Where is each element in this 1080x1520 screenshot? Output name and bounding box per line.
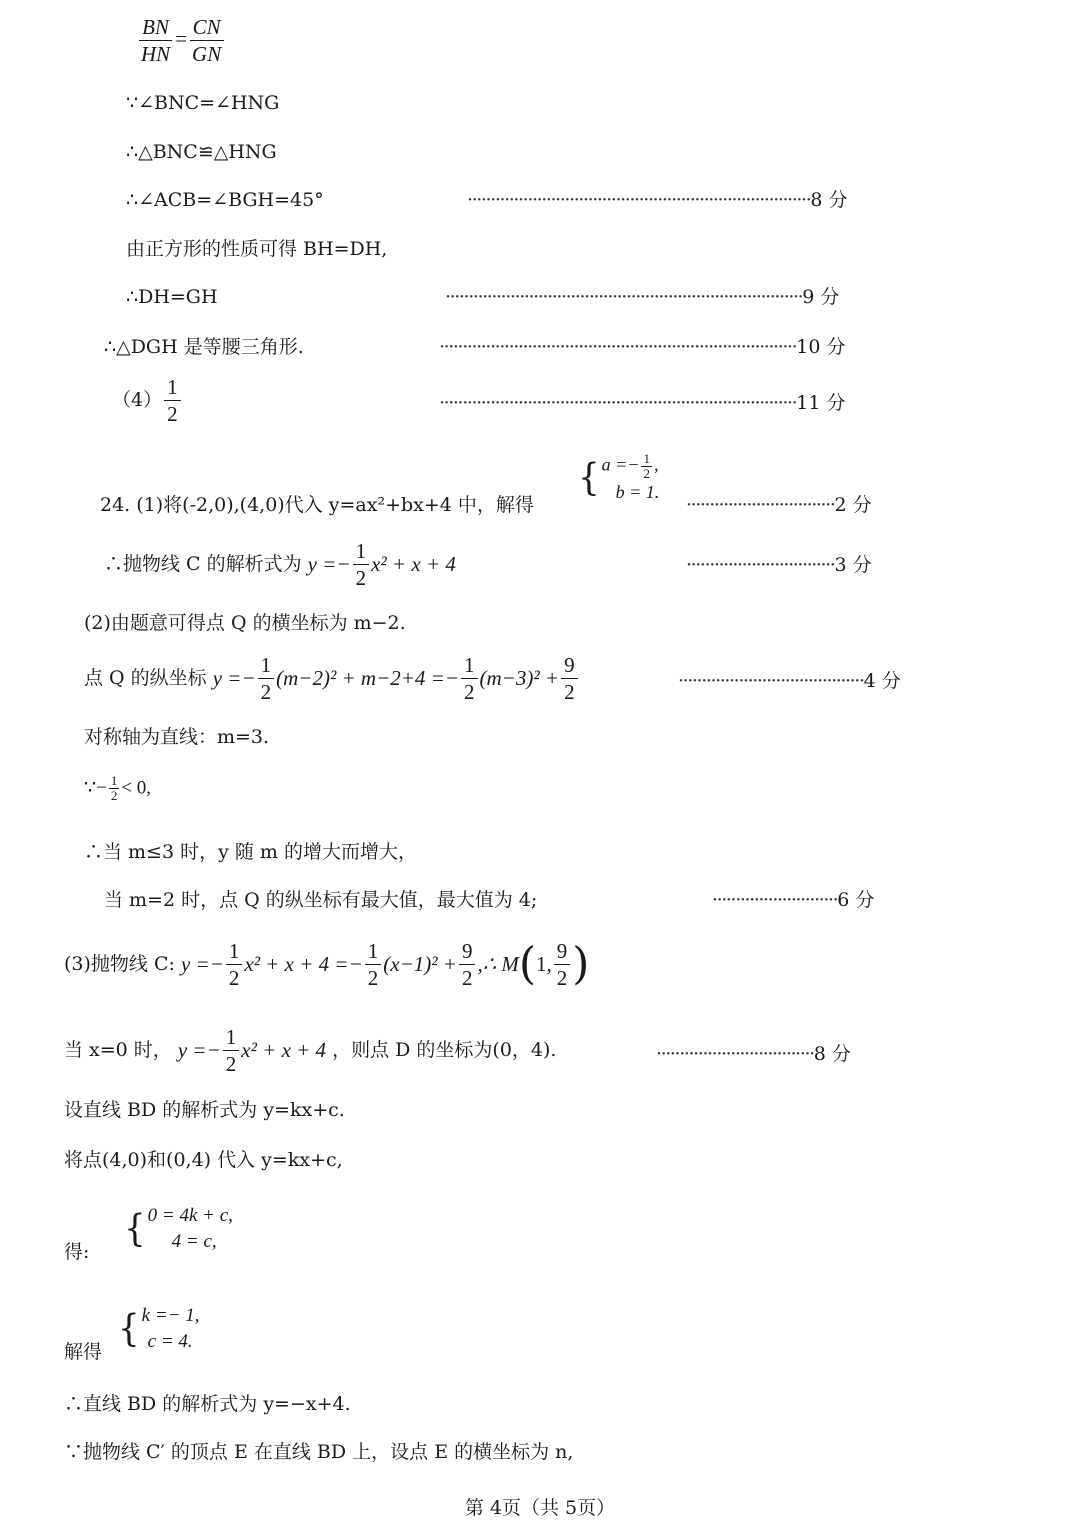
parabola-expression xyxy=(104,540,456,589)
y-eq: y =− xyxy=(212,666,256,691)
terms: (m−3)² + xyxy=(479,666,560,691)
brace: { xyxy=(118,1306,140,1351)
negative-coefficient xyxy=(84,774,151,802)
c-value: c = 4. xyxy=(147,1330,193,1352)
line-bd-result: ∴直线 BD 的解析式为 y=−x+4. xyxy=(64,1393,351,1415)
score-label: 4 分 xyxy=(863,670,901,692)
score-3: ································3 分 xyxy=(686,554,872,576)
label: 点 Q 的纵坐标 xyxy=(84,667,207,690)
numerator: 1 xyxy=(461,654,478,679)
denominator: 2 xyxy=(461,966,473,991)
score-label: 2 分 xyxy=(834,494,872,516)
k-value: k =− 1, xyxy=(141,1305,200,1326)
q24-solution-system xyxy=(578,452,659,505)
numerator: 1 xyxy=(365,940,382,965)
denominator: 2 xyxy=(228,966,240,991)
y-eq: y =− xyxy=(180,952,224,977)
line-bd-form: 设直线 BD 的解析式为 y=kx+c. xyxy=(64,1099,345,1121)
step-triangle-congruent: ∴△BNC≌△HNG xyxy=(126,141,277,163)
vertex-expression xyxy=(64,940,589,989)
denominator: 2 xyxy=(367,966,379,991)
terms: x² + x + 4 xyxy=(241,1038,327,1063)
step-angle-45: ∴∠ACB=∠BGH=45° xyxy=(126,189,324,211)
numerator: 9 xyxy=(554,940,571,965)
numerator: 1 xyxy=(353,540,370,565)
label: 当 x=0 时， xyxy=(64,1039,172,1062)
numerator: 1 xyxy=(110,773,118,788)
step-square-property: 由正方形的性质可得 BH=DH, xyxy=(126,238,388,260)
terms: (x−1)² + xyxy=(383,952,457,977)
a-value: a =− xyxy=(601,454,640,475)
score-label: 6 分 xyxy=(837,889,875,911)
numerator: 1 xyxy=(258,654,275,679)
terms: x² + x + 4 xyxy=(371,552,456,577)
score-2: ································2 分 xyxy=(686,494,872,516)
score-label: 8 分 xyxy=(810,189,848,211)
score-10: ·············································································10 分 xyxy=(439,336,846,358)
solution-label: 解得 xyxy=(64,1341,103,1363)
monotonic-statement: ∴当 m≤3 时，y 随 m 的增大而增大， xyxy=(84,841,417,863)
score-8b: ··································8 分 xyxy=(656,1043,851,1065)
terms: x² + x + 4 =− xyxy=(244,952,363,977)
q24-part1-text: 24. (1)将(-2,0),(4,0)代入 y=ax²+bx+4 中，解得 xyxy=(100,494,534,516)
numerator: 9 xyxy=(459,940,476,965)
denominator: 2 xyxy=(643,465,650,481)
brace: { xyxy=(124,1206,146,1251)
denominator: 2 xyxy=(260,680,272,705)
numerator: 1 xyxy=(643,451,650,466)
numerator: 1 xyxy=(223,1026,240,1051)
brace: { xyxy=(578,456,600,501)
label: ∴抛物线 C 的解析式为 xyxy=(104,553,302,576)
step-angle-equal: ∵∠BNC=∠HNG xyxy=(126,92,280,114)
denominator: 2 xyxy=(556,966,568,991)
y-eq: y =− xyxy=(177,1038,221,1063)
denominator: HN xyxy=(141,42,171,67)
label: (3)抛物线 C: xyxy=(64,953,175,976)
paren: ( xyxy=(518,938,536,990)
denominator: 2 xyxy=(225,1052,237,1077)
suffix: < 0, xyxy=(121,777,152,799)
ratio-equation xyxy=(136,16,226,65)
part-4-answer xyxy=(112,376,183,425)
step-dh-gh: ∴DH=GH xyxy=(126,286,218,308)
numerator: CN xyxy=(190,16,224,41)
denominator: GN xyxy=(192,42,222,67)
solution-system xyxy=(118,1303,199,1354)
paren: ) xyxy=(572,938,590,990)
numerator: 9 xyxy=(561,654,578,679)
score-label: 10 分 xyxy=(796,336,846,358)
substitute-points: 将点(4,0)和(0,4) 代入 y=kx+c, xyxy=(64,1149,343,1171)
score-label: 8 分 xyxy=(813,1043,851,1065)
denominator: 2 xyxy=(464,680,475,705)
y-eq: y =− xyxy=(307,552,351,577)
score-9: ·············································································9 分 xyxy=(445,286,840,308)
numerator: 1 xyxy=(164,376,181,401)
score-6: ···························6 分 xyxy=(712,889,875,911)
comma: , xyxy=(653,454,659,475)
equation-1: 0 = 4k + c, xyxy=(147,1205,233,1226)
vertex-x: 1, xyxy=(535,952,552,977)
max-value-statement: 当 m=2 时，点 Q 的纵坐标有最大值，最大值为 4; xyxy=(104,889,538,911)
point-d-expression xyxy=(64,1026,556,1075)
numerator: BN xyxy=(139,16,172,41)
linear-system xyxy=(124,1203,233,1254)
system-label: 得: xyxy=(64,1241,90,1263)
score-label: 11 分 xyxy=(796,392,846,414)
prefix: ∵− xyxy=(84,777,107,799)
vertex-e-statement: ∵抛物线 C′ 的顶点 E 在直线 BD 上，设点 E 的横坐标为 n, xyxy=(64,1441,574,1463)
score-label: 3 分 xyxy=(834,554,872,576)
numerator: 1 xyxy=(226,940,243,965)
b-value: b = 1. xyxy=(615,482,660,503)
denominator: 2 xyxy=(564,680,575,705)
step-isosceles: ∴△DGH 是等腰三角形. xyxy=(104,336,304,358)
equation-2: 4 = c, xyxy=(171,1230,217,1252)
q24-part2-text: (2)由题意可得点 Q 的横坐标为 m−2. xyxy=(84,612,406,634)
score-8a: ··········································································8 分 xyxy=(467,189,848,211)
vertex-label: ,∴ M xyxy=(477,952,519,977)
point-d-coords: ，则点 D 的坐标为(0，4). xyxy=(332,1039,557,1062)
score-11: ·············································································11 分 xyxy=(439,392,846,414)
denominator: 2 xyxy=(355,566,367,591)
denominator: 2 xyxy=(110,787,118,803)
equals-sign: = xyxy=(175,26,188,51)
q-ordinate-expression xyxy=(84,654,580,703)
denominator: 2 xyxy=(167,402,178,427)
page-footer: 第 4页（共 5页） xyxy=(464,1497,616,1519)
part-label: （4） xyxy=(112,389,163,412)
symmetry-axis: 对称轴为直线：m=3. xyxy=(84,726,270,748)
terms: (m−2)² + m−2+4 =− xyxy=(276,666,460,691)
score-4: ········································4 分 xyxy=(678,670,901,692)
score-label: 9 分 xyxy=(802,286,840,308)
